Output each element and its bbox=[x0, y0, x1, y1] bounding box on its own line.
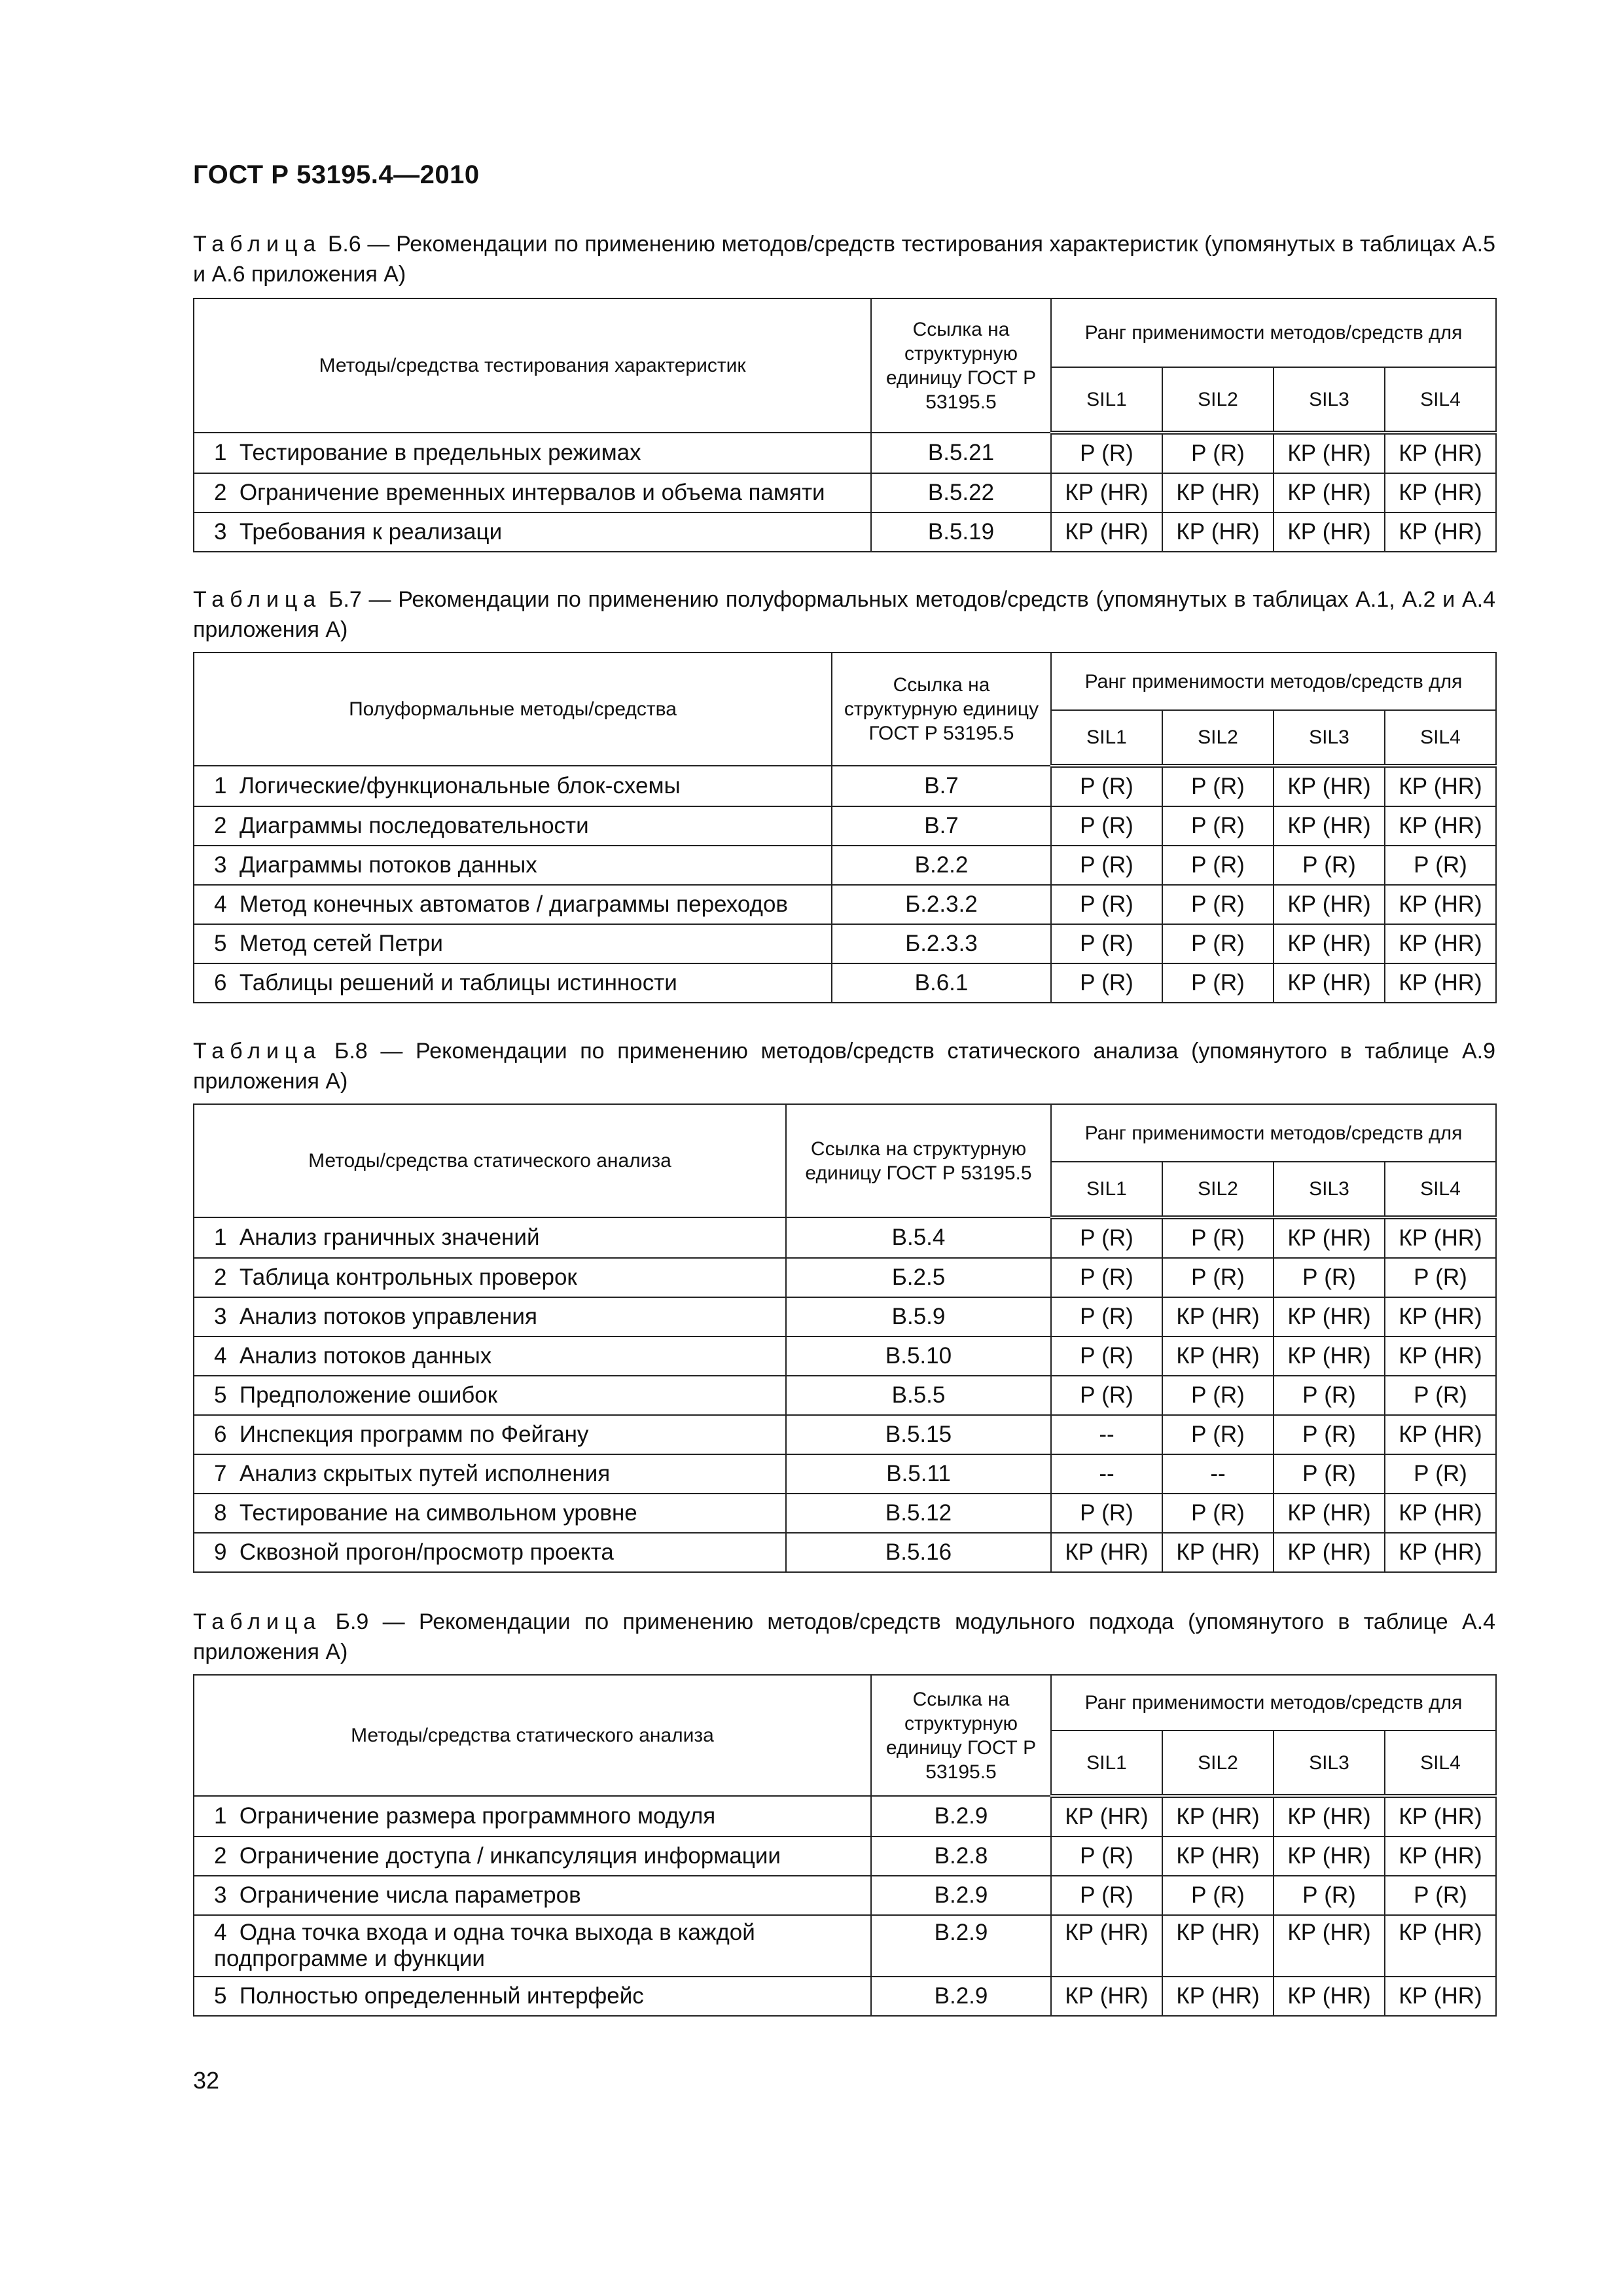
table-row bbox=[194, 1494, 1496, 1533]
method-name: Тестирование в предельных режимах bbox=[239, 440, 641, 465]
reference-cell: Б.2.3.2 bbox=[832, 885, 1051, 924]
rank-sil1-cell: Р (R) bbox=[1051, 846, 1162, 885]
reference-cell: В.5.12 bbox=[786, 1494, 1051, 1533]
col-rank-header: Ранг применимости методов/средств для bbox=[1051, 653, 1496, 710]
rank-sil3-cell: КР (HR) bbox=[1274, 1533, 1385, 1572]
method-name-cell bbox=[194, 885, 832, 924]
table-row bbox=[194, 1837, 1496, 1876]
rank-sil1-cell: Р (R) bbox=[1051, 1336, 1162, 1376]
table-row bbox=[194, 1376, 1496, 1415]
rank-sil3-cell: Р (R) bbox=[1274, 1415, 1385, 1454]
rank-sil2-cell: Р (R) bbox=[1162, 846, 1274, 885]
row-number: 8 bbox=[214, 1500, 227, 1526]
table-b7-caption bbox=[193, 584, 1495, 645]
rank-sil4-cell: КР (HR) bbox=[1385, 1915, 1496, 1977]
method-name: Логические/функциональные блок-схемы bbox=[239, 773, 681, 798]
method-name: Ограничение доступа / инкапсуляция информации bbox=[239, 1843, 781, 1869]
row-number: 3 bbox=[214, 852, 227, 878]
row-number: 1 bbox=[214, 440, 227, 465]
rank-sil3-cell: КР (HR) bbox=[1274, 1837, 1385, 1876]
row-number: 6 bbox=[214, 970, 227, 996]
col-sil1-header: SIL1 bbox=[1051, 710, 1162, 766]
rank-sil3-cell: Р (R) bbox=[1274, 1454, 1385, 1494]
table-row bbox=[194, 766, 1496, 806]
method-name-cell bbox=[194, 924, 832, 963]
rank-sil3-cell: Р (R) bbox=[1274, 1376, 1385, 1415]
col-sil4-header: SIL4 bbox=[1385, 1731, 1496, 1796]
row-number: 1 bbox=[214, 1803, 227, 1829]
col-methods-header: Полуформальные методы/средства bbox=[194, 653, 832, 766]
rank-sil1-cell: Р (R) bbox=[1051, 1876, 1162, 1915]
rank-sil4-cell: КР (HR) bbox=[1385, 766, 1496, 806]
reference-cell: В.5.4 bbox=[786, 1217, 1051, 1258]
table-row bbox=[194, 1415, 1496, 1454]
rank-sil1-cell: Р (R) bbox=[1051, 1837, 1162, 1876]
col-sil4-header: SIL4 bbox=[1385, 710, 1496, 766]
table-row bbox=[194, 924, 1496, 963]
reference-cell: В.2.2 bbox=[832, 846, 1051, 885]
rank-sil1-cell: КР (HR) bbox=[1051, 473, 1162, 512]
rank-sil3-cell: КР (HR) bbox=[1274, 433, 1385, 473]
reference-cell: В.5.5 bbox=[786, 1376, 1051, 1415]
reference-cell: В.2.9 bbox=[871, 1876, 1051, 1915]
rank-sil4-cell: КР (HR) bbox=[1385, 1533, 1496, 1572]
method-name: Ограничение размера программного модуля bbox=[239, 1803, 716, 1829]
table-row bbox=[194, 512, 1496, 552]
rank-sil1-cell: КР (HR) bbox=[1051, 1915, 1162, 1977]
row-number: 3 bbox=[214, 519, 227, 545]
method-name: Метод конечных автоматов / диаграммы переходов bbox=[239, 891, 789, 917]
col-sil3-header: SIL3 bbox=[1274, 1731, 1385, 1796]
method-name-cell bbox=[194, 846, 832, 885]
table-row bbox=[194, 1533, 1496, 1572]
col-sil3-header: SIL3 bbox=[1274, 1162, 1385, 1217]
method-name-cell bbox=[194, 1915, 871, 1977]
rank-sil4-cell: КР (HR) bbox=[1385, 1415, 1496, 1454]
row-number: 2 bbox=[214, 480, 227, 505]
rank-sil1-cell: Р (R) bbox=[1051, 1258, 1162, 1297]
row-number: 1 bbox=[214, 773, 227, 798]
method-name: Анализ потоков данных bbox=[239, 1343, 492, 1369]
document-header: ГОСТ Р 53195.4—2010 bbox=[193, 160, 480, 189]
table-b7 bbox=[193, 652, 1497, 1003]
method-name: Анализ скрытых путей исполнения bbox=[239, 1461, 611, 1486]
method-name-cell bbox=[194, 433, 871, 473]
col-sil3-header: SIL3 bbox=[1274, 367, 1385, 433]
rank-sil2-cell: Р (R) bbox=[1162, 1376, 1274, 1415]
rank-sil1-cell: -- bbox=[1051, 1454, 1162, 1494]
reference-cell: В.5.21 bbox=[871, 433, 1051, 473]
rank-sil1-cell: Р (R) bbox=[1051, 1494, 1162, 1533]
table-b6 bbox=[193, 298, 1497, 552]
rank-sil4-cell: Р (R) bbox=[1385, 1258, 1496, 1297]
table-row bbox=[194, 473, 1496, 512]
col-sil1-header: SIL1 bbox=[1051, 1162, 1162, 1217]
rank-sil2-cell: Р (R) bbox=[1162, 806, 1274, 846]
table-label: Таблица bbox=[193, 1039, 322, 1064]
method-name: Одна точка входа и одна точка выхода в каждой подпрограмме и функции bbox=[214, 1920, 755, 1971]
method-name-cell bbox=[194, 473, 871, 512]
rank-sil1-cell: Р (R) bbox=[1051, 766, 1162, 806]
method-name: Требования к реализаци bbox=[239, 519, 503, 545]
table-row bbox=[194, 1915, 1496, 1977]
rank-sil4-cell: КР (HR) bbox=[1385, 1297, 1496, 1336]
table-row bbox=[194, 885, 1496, 924]
rank-sil4-cell: Р (R) bbox=[1385, 1376, 1496, 1415]
table-row bbox=[194, 433, 1496, 473]
rank-sil2-cell: Р (R) bbox=[1162, 885, 1274, 924]
table-row bbox=[194, 963, 1496, 1003]
table-b8-caption bbox=[193, 1036, 1495, 1096]
rank-sil2-cell: Р (R) bbox=[1162, 433, 1274, 473]
method-name: Диаграммы последовательности bbox=[239, 813, 589, 838]
rank-sil3-cell: КР (HR) bbox=[1274, 885, 1385, 924]
page-number: 32 bbox=[193, 2067, 220, 2094]
reference-cell: В.2.9 bbox=[871, 1796, 1051, 1837]
row-number: 5 bbox=[214, 931, 227, 956]
rank-sil1-cell: КР (HR) bbox=[1051, 1796, 1162, 1837]
row-number: 2 bbox=[214, 1265, 227, 1290]
rank-sil3-cell: КР (HR) bbox=[1274, 1297, 1385, 1336]
rank-sil4-cell: КР (HR) bbox=[1385, 433, 1496, 473]
method-name: Анализ граничных значений bbox=[239, 1225, 540, 1250]
reference-cell: В.5.10 bbox=[786, 1336, 1051, 1376]
table-label: Таблица bbox=[193, 1609, 322, 1634]
col-rank-header: Ранг применимости методов/средств для bbox=[1051, 298, 1496, 367]
rank-sil2-cell: КР (HR) bbox=[1162, 1297, 1274, 1336]
rank-sil1-cell: Р (R) bbox=[1051, 924, 1162, 963]
rank-sil3-cell: КР (HR) bbox=[1274, 1915, 1385, 1977]
method-name-cell bbox=[194, 1217, 786, 1258]
table-caption-text: Б.6 — Рекомендации по применению методов/средств тестирования характеристик (упомянутых в таблицах А.5 и А.6 приложения А) bbox=[193, 232, 1495, 287]
rank-sil3-cell: КР (HR) bbox=[1274, 1217, 1385, 1258]
col-sil1-header: SIL1 bbox=[1051, 367, 1162, 433]
rank-sil2-cell: Р (R) bbox=[1162, 1415, 1274, 1454]
method-name: Полностью определенный интерфейс bbox=[239, 1983, 644, 2009]
row-number: 7 bbox=[214, 1461, 227, 1486]
reference-cell: В.5.22 bbox=[871, 473, 1051, 512]
col-sil2-header: SIL2 bbox=[1162, 1162, 1274, 1217]
rank-sil2-cell: Р (R) bbox=[1162, 1217, 1274, 1258]
reference-cell: В.5.11 bbox=[786, 1454, 1051, 1494]
table-b9-caption bbox=[193, 1607, 1495, 1667]
rank-sil1-cell: -- bbox=[1051, 1415, 1162, 1454]
rank-sil3-cell: КР (HR) bbox=[1274, 1796, 1385, 1837]
row-number: 1 bbox=[214, 1225, 227, 1250]
method-name-cell bbox=[194, 1876, 871, 1915]
row-number: 3 bbox=[214, 1882, 227, 1908]
method-name-cell bbox=[194, 963, 832, 1003]
rank-sil2-cell: Р (R) bbox=[1162, 766, 1274, 806]
row-number: 4 bbox=[214, 891, 227, 917]
col-reference-header: Ссылка на структурную единицу ГОСТ Р 53195.5 bbox=[871, 298, 1051, 433]
method-name: Инспекция программ по Фейгану bbox=[239, 1422, 589, 1447]
rank-sil1-cell: КР (HR) bbox=[1051, 1533, 1162, 1572]
row-number: 5 bbox=[214, 1983, 227, 2009]
col-sil3-header: SIL3 bbox=[1274, 710, 1385, 766]
method-name-cell bbox=[194, 1336, 786, 1376]
method-name-cell bbox=[194, 806, 832, 846]
col-sil2-header: SIL2 bbox=[1162, 1731, 1274, 1796]
rank-sil4-cell: Р (R) bbox=[1385, 1876, 1496, 1915]
table-caption-text: Б.9 — Рекомендации по применению методов/средств модульного подхода (упомянутого в таблице А.4 приложения А) bbox=[193, 1609, 1495, 1664]
method-name: Метод сетей Петри bbox=[239, 931, 443, 956]
rank-sil2-cell: КР (HR) bbox=[1162, 1915, 1274, 1977]
reference-cell: В.2.8 bbox=[871, 1837, 1051, 1876]
rank-sil4-cell: Р (R) bbox=[1385, 1454, 1496, 1494]
row-number: 9 bbox=[214, 1539, 227, 1565]
col-sil2-header: SIL2 bbox=[1162, 367, 1274, 433]
reference-cell: В.5.9 bbox=[786, 1297, 1051, 1336]
col-sil4-header: SIL4 bbox=[1385, 367, 1496, 433]
rank-sil3-cell: КР (HR) bbox=[1274, 512, 1385, 552]
rank-sil3-cell: Р (R) bbox=[1274, 1258, 1385, 1297]
rank-sil2-cell: КР (HR) bbox=[1162, 1796, 1274, 1837]
rank-sil4-cell: КР (HR) bbox=[1385, 1217, 1496, 1258]
rank-sil1-cell: КР (HR) bbox=[1051, 1977, 1162, 2016]
rank-sil4-cell: КР (HR) bbox=[1385, 963, 1496, 1003]
rank-sil4-cell: КР (HR) bbox=[1385, 1336, 1496, 1376]
reference-cell: В.2.9 bbox=[871, 1915, 1051, 1977]
table-row bbox=[194, 1217, 1496, 1258]
row-number: 4 bbox=[214, 1920, 227, 1945]
method-name: Анализ потоков управления bbox=[239, 1304, 537, 1329]
reference-cell: Б.2.5 bbox=[786, 1258, 1051, 1297]
reference-cell: В.6.1 bbox=[832, 963, 1051, 1003]
rank-sil2-cell: КР (HR) bbox=[1162, 1336, 1274, 1376]
row-number: 2 bbox=[214, 1843, 227, 1869]
rank-sil2-cell: Р (R) bbox=[1162, 1876, 1274, 1915]
table-row bbox=[194, 1258, 1496, 1297]
reference-cell: Б.2.3.3 bbox=[832, 924, 1051, 963]
method-name-cell bbox=[194, 1415, 786, 1454]
rank-sil2-cell: Р (R) bbox=[1162, 1494, 1274, 1533]
col-methods-header: Методы/средства тестирования характеристик bbox=[194, 298, 871, 433]
table-label: Таблица bbox=[193, 587, 322, 612]
table-b9 bbox=[193, 1674, 1497, 2017]
col-rank-header: Ранг применимости методов/средств для bbox=[1051, 1104, 1496, 1162]
method-name-cell bbox=[194, 1796, 871, 1837]
method-name-cell bbox=[194, 1533, 786, 1572]
method-name: Тестирование на символьном уровне bbox=[239, 1500, 637, 1526]
rank-sil3-cell: КР (HR) bbox=[1274, 963, 1385, 1003]
method-name-cell bbox=[194, 1977, 871, 2016]
rank-sil2-cell: Р (R) bbox=[1162, 924, 1274, 963]
method-name: Предположение ошибок bbox=[239, 1382, 498, 1408]
rank-sil2-cell: КР (HR) bbox=[1162, 512, 1274, 552]
reference-cell: В.7 bbox=[832, 806, 1051, 846]
method-name-cell bbox=[194, 512, 871, 552]
rank-sil4-cell: Р (R) bbox=[1385, 846, 1496, 885]
table-row bbox=[194, 1336, 1496, 1376]
method-name: Таблица контрольных проверок bbox=[239, 1265, 577, 1290]
reference-cell: В.7 bbox=[832, 766, 1051, 806]
reference-cell: В.2.9 bbox=[871, 1977, 1051, 2016]
rank-sil2-cell: КР (HR) bbox=[1162, 1533, 1274, 1572]
method-name: Диаграммы потоков данных bbox=[239, 852, 537, 878]
table-row bbox=[194, 1796, 1496, 1837]
rank-sil2-cell: Р (R) bbox=[1162, 963, 1274, 1003]
rank-sil1-cell: Р (R) bbox=[1051, 1217, 1162, 1258]
col-rank-header: Ранг применимости методов/средств для bbox=[1051, 1675, 1496, 1731]
method-name: Таблицы решений и таблицы истинности bbox=[239, 970, 677, 996]
col-methods-header: Методы/средства статического анализа bbox=[194, 1675, 871, 1796]
rank-sil3-cell: КР (HR) bbox=[1274, 766, 1385, 806]
rank-sil4-cell: КР (HR) bbox=[1385, 1977, 1496, 2016]
col-reference-header: Ссылка на структурную единицу ГОСТ Р 53195.5 bbox=[786, 1104, 1051, 1217]
rank-sil2-cell: -- bbox=[1162, 1454, 1274, 1494]
rank-sil3-cell: КР (HR) bbox=[1274, 1336, 1385, 1376]
rank-sil4-cell: КР (HR) bbox=[1385, 885, 1496, 924]
reference-cell: В.5.16 bbox=[786, 1533, 1051, 1572]
table-row bbox=[194, 1297, 1496, 1336]
rank-sil3-cell: КР (HR) bbox=[1274, 1494, 1385, 1533]
row-number: 4 bbox=[214, 1343, 227, 1369]
rank-sil4-cell: КР (HR) bbox=[1385, 473, 1496, 512]
reference-cell: В.5.15 bbox=[786, 1415, 1051, 1454]
rank-sil3-cell: КР (HR) bbox=[1274, 924, 1385, 963]
row-number: 6 bbox=[214, 1422, 227, 1447]
method-name-cell bbox=[194, 1494, 786, 1533]
table-row bbox=[194, 1977, 1496, 2016]
rank-sil2-cell: КР (HR) bbox=[1162, 473, 1274, 512]
rank-sil1-cell: Р (R) bbox=[1051, 433, 1162, 473]
reference-cell: В.5.19 bbox=[871, 512, 1051, 552]
col-sil1-header: SIL1 bbox=[1051, 1731, 1162, 1796]
row-number: 2 bbox=[214, 813, 227, 838]
method-name: Сквозной прогон/просмотр проекта bbox=[239, 1539, 614, 1565]
method-name-cell bbox=[194, 1258, 786, 1297]
col-methods-header: Методы/средства статического анализа bbox=[194, 1104, 786, 1217]
method-name-cell bbox=[194, 1454, 786, 1494]
rank-sil4-cell: КР (HR) bbox=[1385, 1796, 1496, 1837]
rank-sil1-cell: Р (R) bbox=[1051, 1376, 1162, 1415]
rank-sil1-cell: КР (HR) bbox=[1051, 512, 1162, 552]
rank-sil3-cell: КР (HR) bbox=[1274, 806, 1385, 846]
col-sil2-header: SIL2 bbox=[1162, 710, 1274, 766]
rank-sil1-cell: Р (R) bbox=[1051, 885, 1162, 924]
rank-sil1-cell: Р (R) bbox=[1051, 963, 1162, 1003]
table-b8 bbox=[193, 1103, 1497, 1573]
method-name-cell bbox=[194, 766, 832, 806]
table-label: Таблица bbox=[193, 232, 322, 257]
table-row bbox=[194, 846, 1496, 885]
rank-sil4-cell: КР (HR) bbox=[1385, 924, 1496, 963]
method-name: Ограничение временных интервалов и объема памяти bbox=[239, 480, 825, 505]
method-name-cell bbox=[194, 1297, 786, 1336]
rank-sil4-cell: КР (HR) bbox=[1385, 1837, 1496, 1876]
col-reference-header: Ссылка на структурную единицу ГОСТ Р 53195.5 bbox=[871, 1675, 1051, 1796]
col-sil4-header: SIL4 bbox=[1385, 1162, 1496, 1217]
rank-sil3-cell: Р (R) bbox=[1274, 1876, 1385, 1915]
rank-sil3-cell: Р (R) bbox=[1274, 846, 1385, 885]
table-caption-text: Б.7 — Рекомендации по применению полуформальных методов/средств (упомянутых в таблицах А.1, А.2 и А.4 приложения А) bbox=[193, 587, 1496, 642]
rank-sil1-cell: Р (R) bbox=[1051, 1297, 1162, 1336]
method-name-cell bbox=[194, 1837, 871, 1876]
table-row bbox=[194, 1454, 1496, 1494]
rank-sil2-cell: КР (HR) bbox=[1162, 1977, 1274, 2016]
table-row bbox=[194, 1876, 1496, 1915]
rank-sil4-cell: КР (HR) bbox=[1385, 1494, 1496, 1533]
col-reference-header: Ссылка на структурную единицу ГОСТ Р 53195.5 bbox=[832, 653, 1051, 766]
rank-sil4-cell: КР (HR) bbox=[1385, 806, 1496, 846]
rank-sil3-cell: КР (HR) bbox=[1274, 473, 1385, 512]
table-caption-text: Б.8 — Рекомендации по применению методов/средств статического анализа (упомянутого в таблице А.9 приложения А) bbox=[193, 1039, 1495, 1094]
rank-sil3-cell: КР (HR) bbox=[1274, 1977, 1385, 2016]
method-name-cell bbox=[194, 1376, 786, 1415]
method-name: Ограничение числа параметров bbox=[239, 1882, 581, 1908]
table-b6-caption bbox=[193, 229, 1495, 289]
rank-sil2-cell: КР (HR) bbox=[1162, 1837, 1274, 1876]
rank-sil1-cell: Р (R) bbox=[1051, 806, 1162, 846]
row-number: 5 bbox=[214, 1382, 227, 1408]
rank-sil4-cell: КР (HR) bbox=[1385, 512, 1496, 552]
rank-sil2-cell: Р (R) bbox=[1162, 1258, 1274, 1297]
row-number: 3 bbox=[214, 1304, 227, 1329]
table-row bbox=[194, 806, 1496, 846]
